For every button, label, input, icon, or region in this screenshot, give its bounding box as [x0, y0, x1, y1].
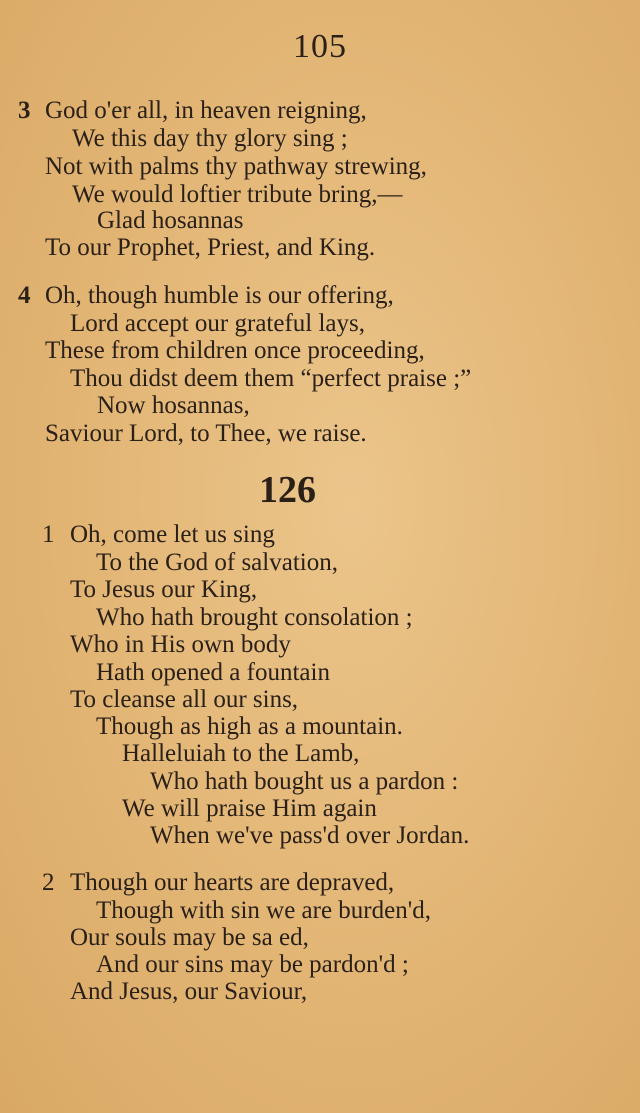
verse-line: Not with palms thy pathway strewing,: [45, 153, 427, 180]
verse-number: 2: [42, 869, 55, 896]
verse-line: Though our hearts are depraved,: [70, 869, 395, 896]
verse-line: Now hosannas,: [97, 392, 250, 419]
verse-line: Oh, though humble is our offering,: [45, 282, 394, 309]
verse-line: Halleluiah to the Lamb,: [122, 740, 360, 767]
verse-line: Oh, come let us sing: [70, 521, 275, 548]
verse-line: We would loftier tribute bring,—: [72, 181, 403, 208]
verse-line: We this day thy glory sing ;: [72, 125, 348, 152]
verse-line: Who hath bought us a pardon :: [150, 768, 459, 795]
verse-line: And Jesus, our Saviour,: [70, 978, 308, 1005]
verse-line: God o'er all, in heaven reigning,: [45, 97, 367, 124]
page-number: 105: [293, 28, 347, 65]
verse-line: Glad hosannas: [97, 207, 244, 234]
verse-line: Thou didst deem them “perfect praise ;”: [70, 365, 472, 392]
verse-line: Saviour Lord, to Thee, we raise.: [45, 420, 367, 447]
verse-line: To cleanse all our sins,: [70, 686, 299, 713]
verse-number: 3: [18, 97, 31, 124]
verse-line: Lord accept our grateful lays,: [70, 310, 366, 337]
verse-line: We will praise Him again: [122, 795, 377, 822]
verse-line: Though with sin we are burden'd,: [96, 897, 431, 924]
verse-line: Our souls may be sa ed,: [70, 924, 309, 951]
hymn-number: 126: [259, 469, 316, 511]
verse-line: These from children once proceeding,: [45, 337, 425, 364]
verse-line: To Jesus our King,: [70, 576, 258, 603]
verse-line: And our sins may be pardon'd ;: [96, 951, 409, 978]
verse-line: To our Prophet, Priest, and King.: [45, 234, 376, 261]
verse-number: 4: [18, 282, 31, 309]
verse-line: To the God of salvation,: [96, 549, 338, 576]
verse-line: Though as high as a mountain.: [96, 713, 403, 740]
verse-line: Who in His own body: [70, 631, 291, 658]
verse-number: 1: [42, 521, 55, 548]
verse-line: When we've pass'd over Jordan.: [150, 822, 470, 849]
verse-line: Hath opened a fountain: [96, 659, 330, 686]
verse-line: Who hath brought consolation ;: [96, 604, 413, 631]
